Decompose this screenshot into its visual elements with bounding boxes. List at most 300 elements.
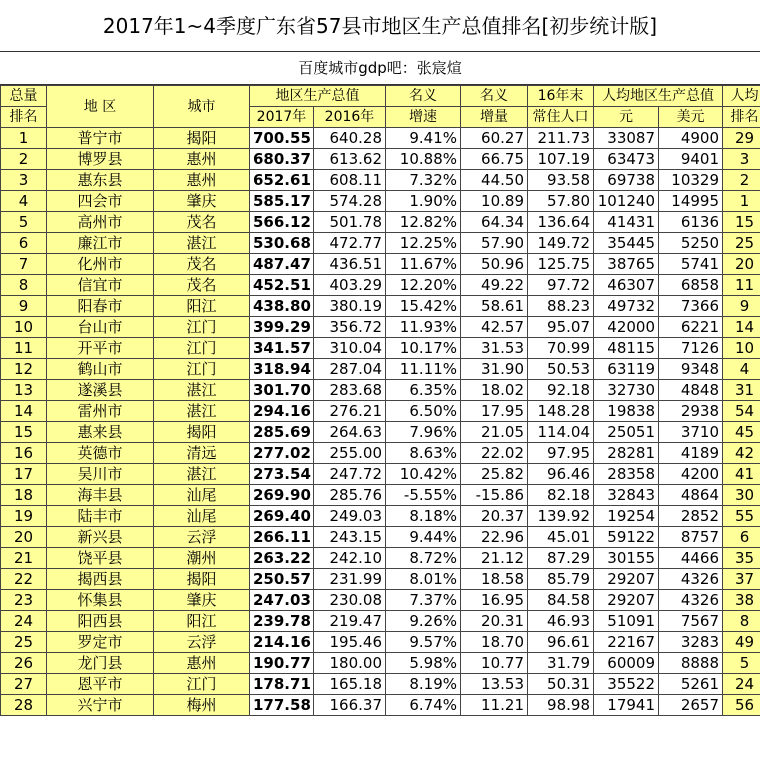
- rank-cell: 13: [1, 380, 47, 401]
- gdp-2016-cell: 195.46: [314, 632, 386, 653]
- page-title: 2017年1~4季度广东省57县市地区生产总值排名[初步统计版]: [0, 0, 760, 52]
- header-gdp-2017: 2017年: [250, 107, 314, 128]
- percap-usd-cell: 9348: [659, 359, 723, 380]
- increase-cell: 31.90: [461, 359, 528, 380]
- growth-cell: 1.90%: [386, 191, 461, 212]
- city-cell: 江门: [154, 338, 250, 359]
- table-row: [1, 632, 760, 653]
- increase-cell: 58.61: [461, 296, 528, 317]
- percap-usd-cell: 9401: [659, 149, 723, 170]
- gdp-ranking-table: [0, 85, 760, 716]
- gdp-2017-cell: 680.37: [250, 149, 314, 170]
- population-cell: 97.95: [528, 443, 594, 464]
- header-pcrank-bottom: 排名: [723, 107, 760, 128]
- table-row: [1, 338, 760, 359]
- region-cell: 新兴县: [47, 527, 154, 548]
- region-cell: 怀集县: [47, 590, 154, 611]
- percap-usd-cell: 7126: [659, 338, 723, 359]
- increase-cell: 44.50: [461, 170, 528, 191]
- growth-cell: 6.74%: [386, 695, 461, 716]
- region-cell: 廉江市: [47, 233, 154, 254]
- region-cell: 揭西县: [47, 569, 154, 590]
- percap-rank-cell: 25: [723, 233, 760, 254]
- population-cell: 125.75: [528, 254, 594, 275]
- percap-yuan-cell: 33087: [594, 128, 659, 149]
- percap-rank-cell: 35: [723, 548, 760, 569]
- header-city: 城市: [154, 86, 250, 128]
- percap-yuan-cell: 25051: [594, 422, 659, 443]
- table-row: [1, 569, 760, 590]
- table-row: [1, 611, 760, 632]
- header-increase-top: 名义: [461, 86, 528, 107]
- rank-cell: 12: [1, 359, 47, 380]
- gdp-2016-cell: 640.28: [314, 128, 386, 149]
- percap-usd-cell: 4466: [659, 548, 723, 569]
- percap-rank-cell: 6: [723, 527, 760, 548]
- percap-rank-cell: 24: [723, 674, 760, 695]
- increase-cell: 31.53: [461, 338, 528, 359]
- gdp-2017-cell: 399.29: [250, 317, 314, 338]
- percap-rank-cell: 11: [723, 275, 760, 296]
- region-cell: 恩平市: [47, 674, 154, 695]
- region-cell: 海丰县: [47, 485, 154, 506]
- growth-cell: 8.18%: [386, 506, 461, 527]
- increase-cell: 20.37: [461, 506, 528, 527]
- header-pop-top: 16年末: [528, 86, 594, 107]
- gdp-2017-cell: 273.54: [250, 464, 314, 485]
- gdp-2017-cell: 318.94: [250, 359, 314, 380]
- percap-yuan-cell: 32730: [594, 380, 659, 401]
- city-cell: 清远: [154, 443, 250, 464]
- gdp-2016-cell: 219.47: [314, 611, 386, 632]
- gdp-2017-cell: 294.16: [250, 401, 314, 422]
- city-cell: 云浮: [154, 632, 250, 653]
- gdp-2016-cell: 255.00: [314, 443, 386, 464]
- population-cell: 148.28: [528, 401, 594, 422]
- growth-cell: -5.55%: [386, 485, 461, 506]
- percap-rank-cell: 20: [723, 254, 760, 275]
- city-cell: 湛江: [154, 233, 250, 254]
- percap-usd-cell: 4900: [659, 128, 723, 149]
- table-row: [1, 695, 760, 716]
- gdp-2017-cell: 438.80: [250, 296, 314, 317]
- growth-cell: 11.93%: [386, 317, 461, 338]
- percap-usd-cell: 14995: [659, 191, 723, 212]
- growth-cell: 8.19%: [386, 674, 461, 695]
- gdp-2016-cell: 283.68: [314, 380, 386, 401]
- city-cell: 湛江: [154, 464, 250, 485]
- increase-cell: 18.58: [461, 569, 528, 590]
- city-cell: 湛江: [154, 401, 250, 422]
- gdp-2017-cell: 301.70: [250, 380, 314, 401]
- percap-rank-cell: 54: [723, 401, 760, 422]
- percap-usd-cell: 4848: [659, 380, 723, 401]
- growth-cell: 9.41%: [386, 128, 461, 149]
- increase-cell: 64.34: [461, 212, 528, 233]
- population-cell: 92.18: [528, 380, 594, 401]
- table-row: [1, 275, 760, 296]
- region-cell: 惠来县: [47, 422, 154, 443]
- growth-cell: 7.37%: [386, 590, 461, 611]
- gdp-2017-cell: 263.22: [250, 548, 314, 569]
- rank-cell: 10: [1, 317, 47, 338]
- percap-usd-cell: 4189: [659, 443, 723, 464]
- population-cell: 45.01: [528, 527, 594, 548]
- population-cell: 149.72: [528, 233, 594, 254]
- gdp-2016-cell: 608.11: [314, 170, 386, 191]
- rank-cell: 7: [1, 254, 47, 275]
- growth-cell: 12.25%: [386, 233, 461, 254]
- growth-cell: 7.96%: [386, 422, 461, 443]
- percap-rank-cell: 30: [723, 485, 760, 506]
- table-row: [1, 506, 760, 527]
- percap-yuan-cell: 59122: [594, 527, 659, 548]
- percap-usd-cell: 4326: [659, 590, 723, 611]
- header-increase-bottom: 增量: [461, 107, 528, 128]
- rank-cell: 8: [1, 275, 47, 296]
- growth-cell: 9.26%: [386, 611, 461, 632]
- gdp-2017-cell: 341.57: [250, 338, 314, 359]
- percap-yuan-cell: 63119: [594, 359, 659, 380]
- region-cell: 吴川市: [47, 464, 154, 485]
- gdp-2016-cell: 180.00: [314, 653, 386, 674]
- region-cell: 普宁市: [47, 128, 154, 149]
- header-percap-group: 人均地区生产总值: [594, 86, 723, 107]
- city-cell: 汕尾: [154, 506, 250, 527]
- rank-cell: 6: [1, 233, 47, 254]
- percap-yuan-cell: 29207: [594, 590, 659, 611]
- population-cell: 31.79: [528, 653, 594, 674]
- population-cell: 70.99: [528, 338, 594, 359]
- gdp-2016-cell: 165.18: [314, 674, 386, 695]
- gdp-2017-cell: 700.55: [250, 128, 314, 149]
- header-gdp-2016: 2016年: [314, 107, 386, 128]
- region-cell: 龙门县: [47, 653, 154, 674]
- city-cell: 肇庆: [154, 590, 250, 611]
- table-row: [1, 233, 760, 254]
- increase-cell: 18.70: [461, 632, 528, 653]
- percap-rank-cell: 45: [723, 422, 760, 443]
- percap-yuan-cell: 28358: [594, 464, 659, 485]
- increase-cell: 10.77: [461, 653, 528, 674]
- gdp-2017-cell: 177.58: [250, 695, 314, 716]
- table-row: [1, 422, 760, 443]
- rank-cell: 26: [1, 653, 47, 674]
- growth-cell: 6.35%: [386, 380, 461, 401]
- increase-cell: 66.75: [461, 149, 528, 170]
- population-cell: 46.93: [528, 611, 594, 632]
- gdp-2016-cell: 403.29: [314, 275, 386, 296]
- increase-cell: 49.22: [461, 275, 528, 296]
- rank-cell: 4: [1, 191, 47, 212]
- rank-cell: 2: [1, 149, 47, 170]
- growth-cell: 10.42%: [386, 464, 461, 485]
- increase-cell: 60.27: [461, 128, 528, 149]
- gdp-2017-cell: 452.51: [250, 275, 314, 296]
- region-cell: 饶平县: [47, 548, 154, 569]
- population-cell: 87.29: [528, 548, 594, 569]
- rank-cell: 9: [1, 296, 47, 317]
- header-row-top: [1, 86, 760, 107]
- growth-cell: 8.01%: [386, 569, 461, 590]
- percap-yuan-cell: 17941: [594, 695, 659, 716]
- rank-cell: 28: [1, 695, 47, 716]
- city-cell: 惠州: [154, 170, 250, 191]
- percap-usd-cell: 4326: [659, 569, 723, 590]
- gdp-2017-cell: 266.11: [250, 527, 314, 548]
- rank-cell: 19: [1, 506, 47, 527]
- population-cell: 211.73: [528, 128, 594, 149]
- growth-cell: 10.17%: [386, 338, 461, 359]
- city-cell: 湛江: [154, 380, 250, 401]
- rank-cell: 15: [1, 422, 47, 443]
- gdp-2016-cell: 436.51: [314, 254, 386, 275]
- growth-cell: 8.63%: [386, 443, 461, 464]
- increase-cell: 16.95: [461, 590, 528, 611]
- city-cell: 阳江: [154, 296, 250, 317]
- percap-rank-cell: 29: [723, 128, 760, 149]
- city-cell: 阳江: [154, 611, 250, 632]
- growth-cell: 8.72%: [386, 548, 461, 569]
- percap-usd-cell: 10329: [659, 170, 723, 191]
- growth-cell: 9.44%: [386, 527, 461, 548]
- percap-rank-cell: 3: [723, 149, 760, 170]
- percap-rank-cell: 4: [723, 359, 760, 380]
- gdp-2017-cell: 530.68: [250, 233, 314, 254]
- increase-cell: 50.96: [461, 254, 528, 275]
- rank-cell: 21: [1, 548, 47, 569]
- percap-usd-cell: 8757: [659, 527, 723, 548]
- gdp-2016-cell: 380.19: [314, 296, 386, 317]
- percap-yuan-cell: 51091: [594, 611, 659, 632]
- percap-yuan-cell: 35445: [594, 233, 659, 254]
- percap-rank-cell: 2: [723, 170, 760, 191]
- gdp-2017-cell: 285.69: [250, 422, 314, 443]
- percap-usd-cell: 6136: [659, 212, 723, 233]
- increase-cell: 13.53: [461, 674, 528, 695]
- table-row: [1, 359, 760, 380]
- percap-rank-cell: 15: [723, 212, 760, 233]
- percap-yuan-cell: 19254: [594, 506, 659, 527]
- gdp-2017-cell: 269.90: [250, 485, 314, 506]
- growth-cell: 9.57%: [386, 632, 461, 653]
- percap-rank-cell: 42: [723, 443, 760, 464]
- city-cell: 揭阳: [154, 569, 250, 590]
- population-cell: 88.23: [528, 296, 594, 317]
- gdp-2017-cell: 247.03: [250, 590, 314, 611]
- gdp-2016-cell: 231.99: [314, 569, 386, 590]
- percap-usd-cell: 2852: [659, 506, 723, 527]
- increase-cell: 25.82: [461, 464, 528, 485]
- gdp-2016-cell: 287.04: [314, 359, 386, 380]
- rank-cell: 27: [1, 674, 47, 695]
- percap-usd-cell: 2657: [659, 695, 723, 716]
- header-pop-bottom: 常住人口: [528, 107, 594, 128]
- gdp-2016-cell: 574.28: [314, 191, 386, 212]
- city-cell: 揭阳: [154, 422, 250, 443]
- region-cell: 鹤山市: [47, 359, 154, 380]
- population-cell: 114.04: [528, 422, 594, 443]
- population-cell: 136.64: [528, 212, 594, 233]
- percap-rank-cell: 56: [723, 695, 760, 716]
- percap-yuan-cell: 19838: [594, 401, 659, 422]
- gdp-2016-cell: 247.72: [314, 464, 386, 485]
- table-row: [1, 548, 760, 569]
- increase-cell: 22.96: [461, 527, 528, 548]
- percap-yuan-cell: 41431: [594, 212, 659, 233]
- percap-yuan-cell: 48115: [594, 338, 659, 359]
- increase-cell: 42.57: [461, 317, 528, 338]
- table-row: [1, 464, 760, 485]
- population-cell: 57.80: [528, 191, 594, 212]
- increase-cell: 18.02: [461, 380, 528, 401]
- city-cell: 肇庆: [154, 191, 250, 212]
- gdp-2017-cell: 239.78: [250, 611, 314, 632]
- gdp-2016-cell: 243.15: [314, 527, 386, 548]
- table-row: [1, 443, 760, 464]
- table-row: [1, 401, 760, 422]
- percap-yuan-cell: 46307: [594, 275, 659, 296]
- percap-yuan-cell: 69738: [594, 170, 659, 191]
- rank-cell: 22: [1, 569, 47, 590]
- table-row: [1, 296, 760, 317]
- gdp-2016-cell: 501.78: [314, 212, 386, 233]
- percap-usd-cell: 5741: [659, 254, 723, 275]
- growth-cell: 7.32%: [386, 170, 461, 191]
- city-cell: 茂名: [154, 275, 250, 296]
- city-cell: 汕尾: [154, 485, 250, 506]
- table-row: [1, 212, 760, 233]
- percap-usd-cell: 5250: [659, 233, 723, 254]
- gdp-2016-cell: 230.08: [314, 590, 386, 611]
- percap-usd-cell: 3710: [659, 422, 723, 443]
- gdp-2016-cell: 276.21: [314, 401, 386, 422]
- percap-usd-cell: 3283: [659, 632, 723, 653]
- population-cell: 85.79: [528, 569, 594, 590]
- percap-yuan-cell: 42000: [594, 317, 659, 338]
- region-cell: 开平市: [47, 338, 154, 359]
- percap-usd-cell: 2938: [659, 401, 723, 422]
- percap-rank-cell: 55: [723, 506, 760, 527]
- table-row: [1, 170, 760, 191]
- rank-cell: 1: [1, 128, 47, 149]
- gdp-2016-cell: 472.77: [314, 233, 386, 254]
- region-cell: 信宜市: [47, 275, 154, 296]
- region-cell: 阳春市: [47, 296, 154, 317]
- percap-yuan-cell: 63473: [594, 149, 659, 170]
- percap-rank-cell: 31: [723, 380, 760, 401]
- percap-usd-cell: 5261: [659, 674, 723, 695]
- table-row: [1, 149, 760, 170]
- growth-cell: 12.20%: [386, 275, 461, 296]
- gdp-2017-cell: 214.16: [250, 632, 314, 653]
- city-cell: 梅州: [154, 695, 250, 716]
- gdp-2017-cell: 178.71: [250, 674, 314, 695]
- percap-yuan-cell: 28281: [594, 443, 659, 464]
- percap-yuan-cell: 38765: [594, 254, 659, 275]
- gdp-2017-cell: 585.17: [250, 191, 314, 212]
- header-gdp-group: 地区生产总值: [250, 86, 386, 107]
- gdp-2017-cell: 190.77: [250, 653, 314, 674]
- increase-cell: -15.86: [461, 485, 528, 506]
- population-cell: 95.07: [528, 317, 594, 338]
- region-cell: 陆丰市: [47, 506, 154, 527]
- region-cell: 台山市: [47, 317, 154, 338]
- increase-cell: 21.05: [461, 422, 528, 443]
- growth-cell: 10.88%: [386, 149, 461, 170]
- percap-rank-cell: 8: [723, 611, 760, 632]
- percap-rank-cell: 10: [723, 338, 760, 359]
- header-pcrank-top: 人均: [723, 86, 760, 107]
- city-cell: 江门: [154, 317, 250, 338]
- growth-cell: 6.50%: [386, 401, 461, 422]
- header-growth-top: 名义: [386, 86, 461, 107]
- increase-cell: 57.90: [461, 233, 528, 254]
- city-cell: 茂名: [154, 212, 250, 233]
- population-cell: 50.53: [528, 359, 594, 380]
- percap-usd-cell: 6221: [659, 317, 723, 338]
- increase-cell: 21.12: [461, 548, 528, 569]
- increase-cell: 11.21: [461, 695, 528, 716]
- gdp-2016-cell: 310.04: [314, 338, 386, 359]
- region-cell: 遂溪县: [47, 380, 154, 401]
- region-cell: 英德市: [47, 443, 154, 464]
- growth-cell: 12.82%: [386, 212, 461, 233]
- percap-usd-cell: 4864: [659, 485, 723, 506]
- gdp-2016-cell: 613.62: [314, 149, 386, 170]
- city-cell: 江门: [154, 674, 250, 695]
- table-row: [1, 590, 760, 611]
- percap-yuan-cell: 49732: [594, 296, 659, 317]
- population-cell: 93.58: [528, 170, 594, 191]
- growth-cell: 5.98%: [386, 653, 461, 674]
- population-cell: 139.92: [528, 506, 594, 527]
- population-cell: 50.31: [528, 674, 594, 695]
- region-cell: 兴宁市: [47, 695, 154, 716]
- table-body: [1, 128, 760, 716]
- rank-cell: 11: [1, 338, 47, 359]
- growth-cell: 11.67%: [386, 254, 461, 275]
- growth-cell: 15.42%: [386, 296, 461, 317]
- region-cell: 罗定市: [47, 632, 154, 653]
- page-subtitle: 百度城市gdp吧：张宸煊: [0, 52, 760, 85]
- gdp-2016-cell: 264.63: [314, 422, 386, 443]
- population-cell: 96.61: [528, 632, 594, 653]
- population-cell: 107.19: [528, 149, 594, 170]
- gdp-2017-cell: 566.12: [250, 212, 314, 233]
- percap-rank-cell: 14: [723, 317, 760, 338]
- percap-rank-cell: 38: [723, 590, 760, 611]
- population-cell: 82.18: [528, 485, 594, 506]
- region-cell: 惠东县: [47, 170, 154, 191]
- gdp-2017-cell: 277.02: [250, 443, 314, 464]
- percap-yuan-cell: 30155: [594, 548, 659, 569]
- percap-yuan-cell: 32843: [594, 485, 659, 506]
- percap-yuan-cell: 60009: [594, 653, 659, 674]
- increase-cell: 22.02: [461, 443, 528, 464]
- table-row: [1, 254, 760, 275]
- rank-cell: 16: [1, 443, 47, 464]
- rank-cell: 20: [1, 527, 47, 548]
- table-row: [1, 191, 760, 212]
- city-cell: 揭阳: [154, 128, 250, 149]
- rank-cell: 18: [1, 485, 47, 506]
- city-cell: 茂名: [154, 254, 250, 275]
- region-cell: 雷州市: [47, 401, 154, 422]
- gdp-2016-cell: 166.37: [314, 695, 386, 716]
- growth-cell: 11.11%: [386, 359, 461, 380]
- header-rank-top: 总量: [1, 86, 47, 107]
